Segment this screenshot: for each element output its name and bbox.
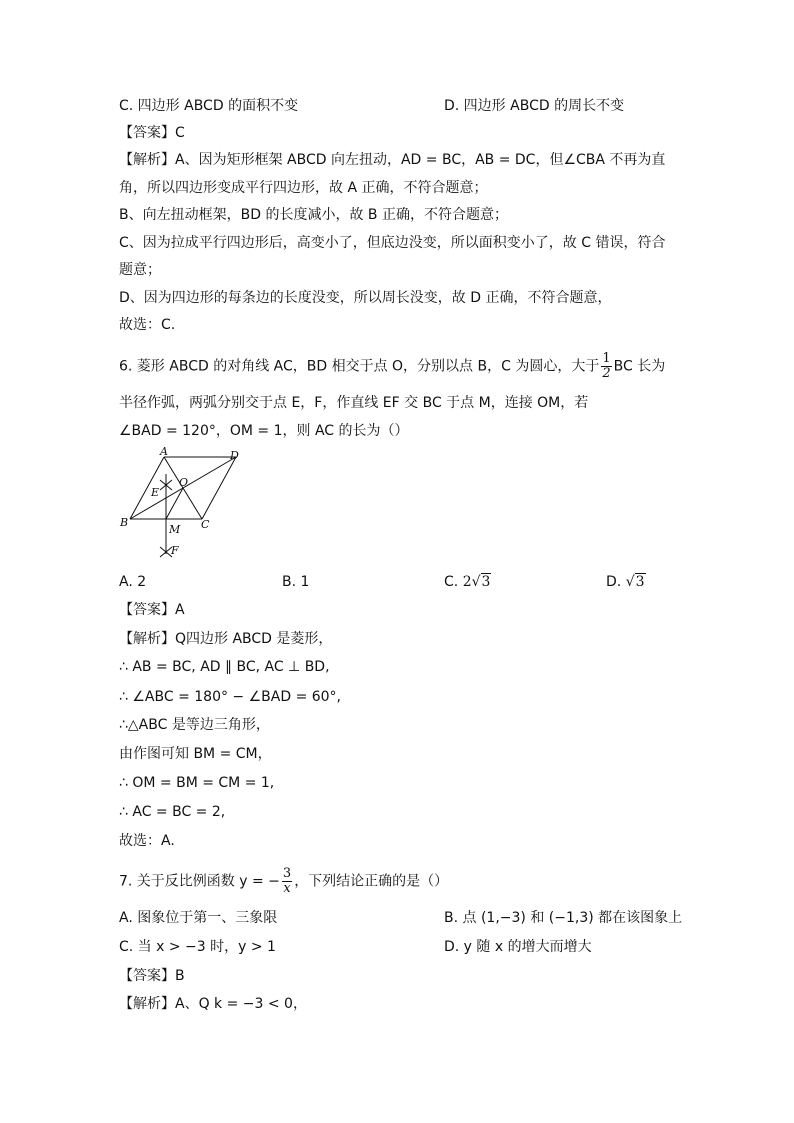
label-e: E xyxy=(151,486,160,499)
q6-analysis-line: ∴ AC = BC = 2, xyxy=(119,804,226,820)
q6-option-d-prefix: D. xyxy=(606,574,622,590)
q5-analysis-line: D、因为四边形的每条边的长度没变，所以周长没变，故 D 正确，不符合题意， xyxy=(119,290,612,306)
label-c: C xyxy=(201,518,210,531)
q6-analysis-line: 故选：A. xyxy=(119,833,175,849)
q6-analysis-line: ∴ ∠ABC = 180° − ∠BAD = 60°, xyxy=(119,689,342,705)
q6-answer: 【答案】A xyxy=(119,602,185,618)
q6-option-a: A. 2 xyxy=(119,574,147,590)
q6-analysis-line: ∴ OM = BM = CM = 1, xyxy=(119,775,275,791)
q7-frac-den: x xyxy=(283,881,291,896)
q7-answer: 【答案】B xyxy=(119,968,185,984)
q6-option-d-radicand: 3 xyxy=(635,574,645,590)
q6-option-d-value: √3 xyxy=(625,574,645,590)
q6-stem-line-1 xyxy=(119,352,665,381)
q6-option-c xyxy=(444,572,491,592)
q5-analysis-line: 故选：C. xyxy=(119,317,176,333)
label-b: B xyxy=(120,516,129,529)
rhombus-figure xyxy=(116,444,256,564)
q6-option-c-radicand: 3 xyxy=(481,574,491,590)
q6-frac-num: 1 xyxy=(602,351,611,366)
q5-analysis-line: 角，所以四边形变成平行四边形，故 A 正确，不符合题意； xyxy=(119,180,488,196)
q6-option-b: B. 1 xyxy=(282,574,310,590)
label-m: M xyxy=(169,523,181,536)
q6-analysis-line: ∴△ABC 是等边三角形， xyxy=(119,717,270,733)
q6-frac-den: 2 xyxy=(602,366,611,381)
q5-option-c: C. 四边形 ABCD 的面积不变 xyxy=(119,98,299,114)
q5-answer: 【答案】C xyxy=(119,125,185,141)
q7-option-a: A. 图象位于第一、三象限 xyxy=(119,910,278,926)
side-cd xyxy=(202,457,236,519)
q7-frac-num: 3 xyxy=(282,866,292,881)
label-d: D xyxy=(230,449,239,462)
q7-stem-a: 7. 关于反比例函数 y = − xyxy=(119,873,280,890)
q6-option-d xyxy=(606,572,646,592)
q7-fraction xyxy=(282,867,292,896)
q6-stem-1b: BC 长为 xyxy=(613,358,666,375)
q6-option-c-coef: 2 xyxy=(462,574,472,590)
q5-option-d: D. 四边形 ABCD 的周长不变 xyxy=(444,98,625,114)
q7-option-c: C. 当 x > −3 时，y > 1 xyxy=(119,939,276,955)
q6-option-c-prefix: C. xyxy=(444,574,459,590)
q5-analysis-line: B、向左扭动框架，BD 的长度减小，故 B 正确，不符合题意； xyxy=(119,207,508,223)
q6-analysis-line: ∴ AB = BC, AD ∥ BC, AC ⊥ BD, xyxy=(119,659,330,675)
q6-stem-line-2: 半径作弧，两弧分别交于点 E，F，作直线 EF 交 BC 于点 M，连接 OM，若 xyxy=(119,395,589,411)
q6-fraction-half xyxy=(601,352,611,381)
q7-option-b: B. 点 (1,−3) 和 (−1,3) 都在该图象上 xyxy=(444,910,683,926)
q6-option-c-value: 2√3 xyxy=(462,574,491,590)
label-a: A xyxy=(160,445,168,458)
q6-analysis-line: 【解析】Q四边形 ABCD 是菱形， xyxy=(119,631,333,647)
label-f: F xyxy=(171,544,179,557)
q5-analysis-line: C、因为拉成平行四边形后，高变小了，但底边没变，所以面积变小了，故 C 错误，符合 xyxy=(119,235,666,251)
label-o: O xyxy=(179,476,189,489)
q7-stem-b: ，下列结论正确的是（） xyxy=(294,873,449,890)
q6-stem-1a: 6. 菱形 ABCD 的对角线 AC，BD 相交于点 O，分别以点 B，C 为圆心，大于 xyxy=(119,358,600,375)
q5-analysis-line: 【解析】A、因为矩形框架 ABCD 向左扭动，AD = BC，AB = DC，但∠CBA 不再为直 xyxy=(119,152,666,168)
q6-analysis-line: 由作图可知 BM = CM， xyxy=(119,746,272,762)
q6-stem-line-3: ∠BAD = 120°，OM = 1，则 AC 的长为（） xyxy=(119,423,409,439)
q7-analysis-line: 【解析】A、Q k = −3 < 0， xyxy=(119,996,307,1012)
q5-analysis-line: 题意； xyxy=(119,262,161,278)
q7-stem xyxy=(119,867,448,896)
q7-option-d: D. y 随 x 的增大而增大 xyxy=(444,939,592,955)
